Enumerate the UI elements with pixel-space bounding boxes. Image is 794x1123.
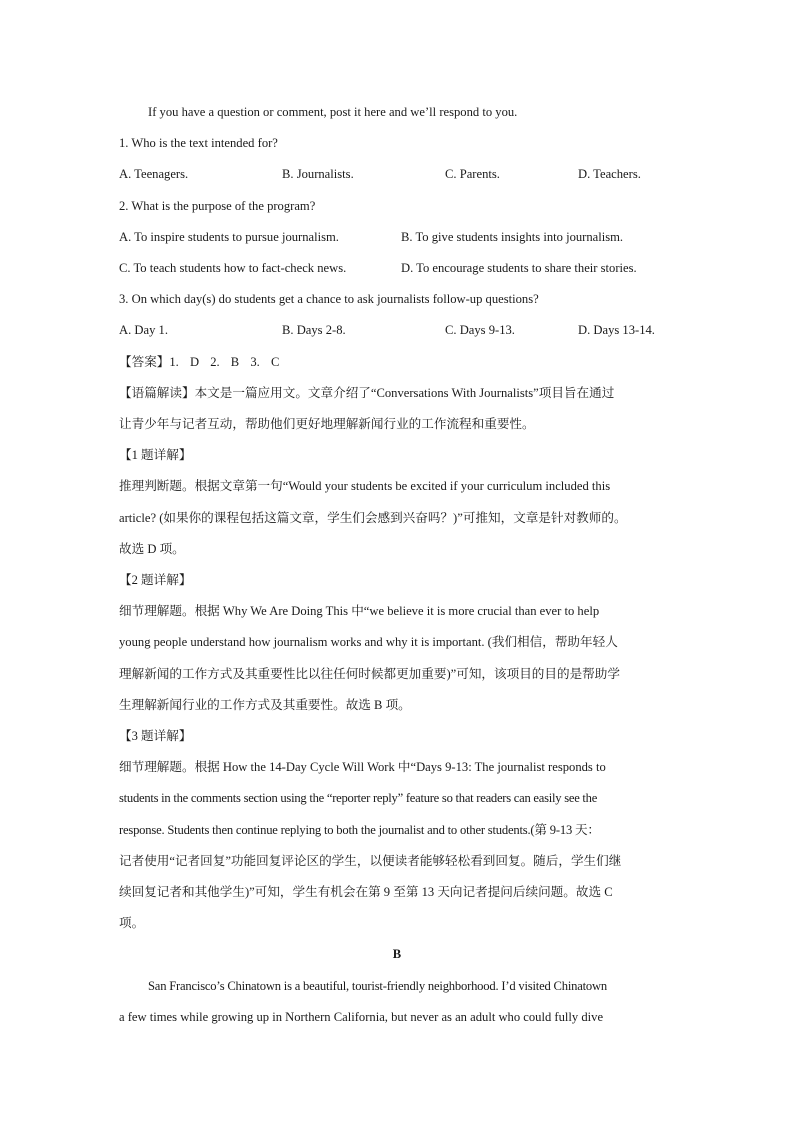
summary-text-1: 本文是一篇应用文。文章介绍了“Conversations With Journalists”项目旨在通过 [194,385,615,400]
question-2-option-d: D. To encourage students to share their stories. [401,261,637,276]
reading-passage-a-questions [119,97,675,1033]
question-2-option-c: C. To teach students how to fact-check news. [119,261,347,276]
detail-1-line: 推理判断题。根据文章第一句“Would your students be excited if your curriculum included this [119,479,611,494]
detail-2-line: 生理解新闻行业的工作方式及其重要性。故选 B 项。 [119,697,411,712]
detail-3-line: 续回复记者和其他学生)”可知，学生有机会在第 9 至第 13 天向记者提问后续问题。故选 C [119,885,613,900]
question-3-option-d: D. Days 13-14. [578,323,655,338]
section-b-line: a few times while growing up in Northern California, but never as an adult who could fully dive [119,1009,604,1024]
question-1-option-c: C. Parents. [445,167,500,182]
summary-line-1 [119,378,675,409]
question-3-options [119,315,675,346]
question-1-stem: 1. Who is the text intended for? [119,136,278,151]
question-2-option-a: A. To inspire students to pursue journalism. [119,229,339,244]
detail-2-line: 理解新闻的工作方式及其重要性比以往任何时候都更加重要)”可知，该项目的目的是帮助学 [119,666,620,681]
question-2-option-b: B. To give students insights into journalism. [401,229,624,244]
question-1-option-a: A. Teenagers. [119,167,189,182]
detail-1-line: article? (如果你的课程包括这篇文章，学生们会感到兴奋吗？)”可推知，文章是针对教师的。 [119,510,627,525]
detail-2-line: 细节理解题。根据 Why We Are Doing This 中“we believe it is more crucial than ever to help [119,604,600,619]
question-1-option-d: D. Teachers. [578,167,641,182]
section-b-letter: B [392,947,402,962]
section-b-line: San Francisco’s Chinatown is a beautiful, tourist-friendly neighborhood. I’d visited Chinatown [148,978,607,993]
question-3-option-a: A. Day 1. [119,323,168,338]
question-1-options [119,159,675,190]
detail-2-line: young people understand how journalism works and why it is important. (我们相信，帮助年轻人 [119,635,618,650]
intro-line: If you have a question or comment, post it here and we’ll respond to you. [148,105,518,119]
question-2-options-row-1 [119,222,675,253]
question-3-option-c: C. Days 9-13. [445,323,515,338]
answer-line: 【答案】1. D 2. B 3. C [119,354,280,369]
question-2-options-row-2 [119,253,675,284]
detail-3-line: response. Students then continue replying to both the journalist and to other students.(第 9-13 天： [119,822,600,837]
detail-1-line: 故选 D 项。 [119,541,185,556]
detail-3-line: students in the comments section using the “reporter reply” feature so that readers can easily see the [119,791,598,806]
question-2-stem: 2. What is the purpose of the program? [119,198,316,213]
detail-3-line: 项。 [119,916,145,931]
detail-3-line: 记者使用“记者回复”功能回复评论区的学生，以便读者能够轻松看到回复。随后，学生们继 [119,853,622,868]
detail-3-heading: 【3 题详解】 [119,729,192,744]
summary-heading: 【语篇解读】 [119,385,195,400]
question-1-option-b: B. Journalists. [282,167,354,182]
question-3-option-b: B. Days 2-8. [282,323,346,338]
question-3-stem: 3. On which day(s) do students get a chance to ask journalists follow-up questions? [119,292,539,307]
detail-2-heading: 【2 题详解】 [119,573,192,588]
summary-line-2: 让青少年与记者互动，帮助他们更好地理解新闻行业的工作流程和重要性。 [119,417,535,432]
detail-1-heading: 【1 题详解】 [119,448,192,463]
detail-3-line: 细节理解题。根据 How the 14-Day Cycle Will Work 中“Days 9-13: The journalist responds to [119,760,606,775]
